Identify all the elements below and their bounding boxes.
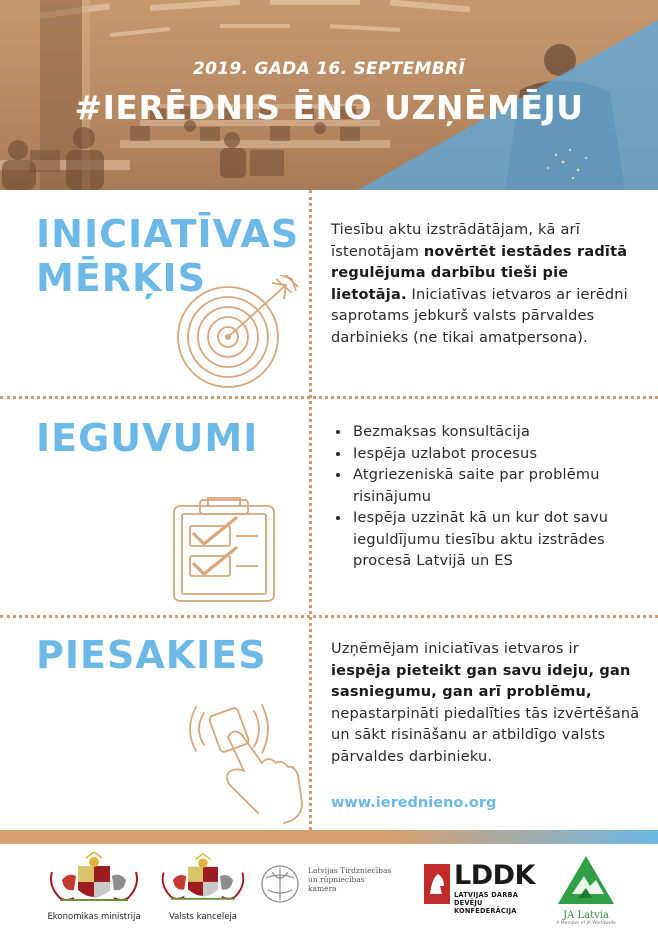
header-banner	[0, 0, 658, 190]
apply-text-bold: iespēja pieteikt gan savu ideju, gan sasniegumu, gan arī problēmu,	[331, 662, 631, 700]
website-link[interactable]: www.ierednieno.org	[331, 795, 497, 811]
ja-subtitle: A Member of JA Worldwide	[556, 921, 616, 926]
goal-text-part2: Iniciatīvas ietvaros ar ierēdni saprotams jebkurš valsts pārvaldes darbinieks (ne tikai amatpersona).	[331, 286, 628, 346]
section-apply	[0, 617, 658, 830]
lddk-line1: LATVIJAS DARBA DEVĒJU	[454, 891, 519, 907]
lddk-subtitle	[454, 891, 540, 915]
benefits-list	[331, 422, 641, 573]
section-title-benefits: IEGUVUMI	[36, 416, 259, 460]
chamber-text	[308, 866, 391, 893]
section-title-goal-line1: INICIATĪVAS	[36, 212, 300, 256]
section-title-goal-line2: MĒRĶIS	[36, 256, 206, 300]
lddk-title: LDDK	[454, 860, 535, 891]
goal-description	[331, 220, 641, 349]
latvia-coat-of-arms-icon	[158, 852, 248, 908]
logo-lddk	[424, 860, 540, 915]
apply-description	[331, 639, 641, 768]
event-date: 2019. GADA 16. SEPTEMBRĪ	[192, 59, 466, 79]
vertical-divider	[309, 190, 312, 830]
latvia-coat-of-arms-icon	[46, 852, 142, 908]
ja-title: JA Latvia	[563, 910, 609, 921]
chamber-line1: Latvijas Tirdzniecības	[308, 866, 392, 875]
goal-text-bold: novērtēt iestādes radītā regulējuma darbību tieši pie lietotāja.	[331, 243, 628, 303]
section-initiative-goal	[0, 190, 658, 397]
logo-state-chancellery	[158, 852, 248, 922]
footer-color-bar	[0, 830, 658, 844]
footer-logos	[0, 844, 658, 933]
benefit-item: • Iespēja uzzināt kā un kur dot savu ieguldījumu tiesību aktu izstrādes procesā Latvijā un ES	[351, 508, 641, 573]
benefit-item: • Bezmaksas konsultācija	[351, 422, 641, 444]
apply-text-part2: nepastarpināti piedalīties tās izvērtēšanā un sākt risināšanu ar atbildīgo valsts pārvaldes darbinieku.	[331, 705, 640, 765]
benefits-list-wrapper	[331, 422, 641, 573]
benefit-item: • Atgriezeniskā saite par problēmu risinājumu	[351, 465, 641, 508]
chamber-line3: kamera	[308, 884, 337, 893]
hand-touch-icon	[184, 693, 304, 825]
checklist-clipboard-icon	[170, 494, 280, 604]
section-benefits	[0, 398, 658, 616]
benefit-item: • Iespēja uzlabot procesus	[351, 444, 641, 466]
section-title-apply: PIESAKIES	[36, 633, 267, 677]
ja-latvia-triangle-icon	[556, 854, 616, 906]
logo-ja-latvia	[556, 854, 616, 930]
em-caption: Ekonomikas ministrija	[47, 912, 141, 922]
chamber-line2: un rūpniecības	[308, 875, 365, 884]
target-icon	[168, 275, 308, 390]
chamber-emblem-icon	[258, 862, 302, 906]
campaign-headline: #IERĒDNIS ĒNO UZŅĒMĒJU	[74, 88, 584, 127]
lddk-line2: KONFEDERĀCIJA	[454, 907, 517, 915]
goal-text-part1: Tiesību aktu izstrādātājam, kā arī īstenotājam	[331, 222, 580, 260]
logo-economics-ministry	[46, 852, 142, 922]
logo-chamber-of-commerce	[258, 862, 398, 912]
lddk-emblem-icon	[424, 864, 450, 904]
apply-text-part1: Uzņēmējam iniciatīvas ietvaros ir	[331, 641, 579, 657]
vk-caption: Valsts kanceleja	[168, 912, 238, 922]
